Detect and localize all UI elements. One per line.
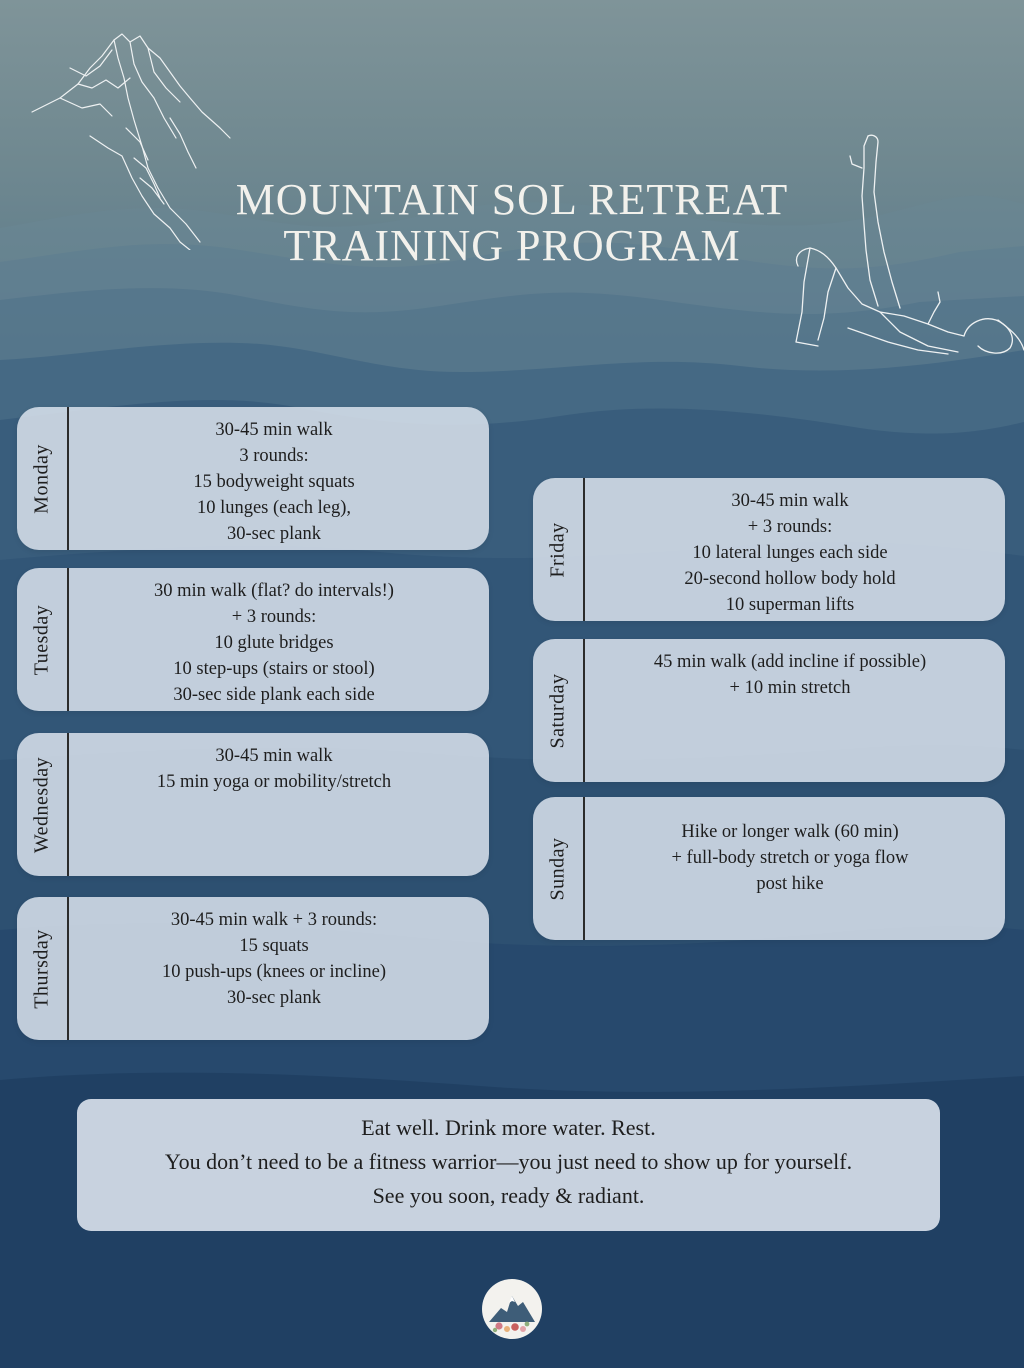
workout-lines bbox=[69, 743, 479, 795]
day-card-sunday bbox=[533, 797, 1005, 940]
workout-line: 30-45 min walk bbox=[731, 491, 849, 511]
workout-lines bbox=[585, 819, 995, 897]
workout-line: 45 min walk (add incline if possible) bbox=[653, 652, 927, 672]
workout-line: + full-body stretch or yoga flow bbox=[671, 848, 909, 868]
day-card-thursday bbox=[17, 897, 489, 1040]
closing-note-line: You don’t need to be a fitness warrior—you just need to show up for yourself. bbox=[164, 1149, 853, 1174]
day-name: Thursday bbox=[30, 928, 53, 1009]
day-label-divider bbox=[533, 639, 585, 782]
workout-line: 10 step-ups (stairs or stool) bbox=[173, 659, 375, 679]
logo bbox=[481, 1278, 543, 1340]
workout-lines bbox=[585, 649, 995, 701]
day-label-divider bbox=[533, 797, 585, 940]
workout-line: 30-sec plank bbox=[226, 988, 321, 1008]
workout-line: Hike or longer walk (60 min) bbox=[681, 822, 899, 842]
day-card-saturday bbox=[533, 639, 1005, 782]
day-label-divider bbox=[17, 407, 69, 550]
workout-line: + 3 rounds: bbox=[231, 607, 317, 627]
day-name: Wednesday bbox=[30, 756, 53, 853]
day-name: Friday bbox=[546, 521, 569, 578]
day-card-monday bbox=[17, 407, 489, 550]
workout-line: 30-45 min walk bbox=[215, 420, 333, 440]
day-card-wednesday bbox=[17, 733, 489, 876]
workout-lines bbox=[585, 488, 995, 618]
workout-line: 30-45 min walk + 3 rounds: bbox=[170, 910, 378, 930]
workout-line: 30-sec side plank each side bbox=[173, 685, 375, 705]
workout-line: 15 squats bbox=[239, 936, 309, 956]
day-name: Monday bbox=[30, 443, 53, 514]
day-label-divider bbox=[533, 478, 585, 621]
workout-line: 10 push-ups (knees or incline) bbox=[161, 962, 386, 982]
workout-lines bbox=[69, 417, 479, 547]
day-card-tuesday bbox=[17, 568, 489, 711]
workout-line: 3 rounds: bbox=[239, 446, 309, 466]
day-name: Saturday bbox=[546, 672, 569, 749]
day-card-friday bbox=[533, 478, 1005, 621]
workout-line: 10 superman lifts bbox=[725, 595, 855, 615]
day-name: Tuesday bbox=[30, 604, 53, 675]
title-line-2: TRAINING PROGRAM bbox=[283, 221, 741, 270]
workout-line: 30-45 min walk bbox=[215, 746, 333, 766]
workout-line: 10 lateral lunges each side bbox=[692, 543, 888, 563]
closing-note-line: Eat well. Drink more water. Rest. bbox=[361, 1115, 656, 1140]
workout-line: + 3 rounds: bbox=[747, 517, 833, 537]
workout-lines bbox=[69, 578, 479, 708]
day-label-divider bbox=[17, 897, 69, 1040]
workout-line: post hike bbox=[756, 874, 824, 894]
workout-line: 30-sec plank bbox=[226, 524, 321, 544]
title-line-1: MOUNTAIN SOL RETREAT bbox=[235, 175, 789, 224]
closing-note-line: See you soon, ready & radiant. bbox=[372, 1183, 645, 1208]
workout-line: 10 lunges (each leg), bbox=[196, 498, 352, 518]
closing-note bbox=[77, 1099, 940, 1231]
day-name: Sunday bbox=[546, 837, 569, 900]
workout-line: 15 bodyweight squats bbox=[193, 472, 355, 492]
workout-line: 30 min walk (flat? do intervals!) bbox=[154, 581, 394, 601]
workout-line: 15 min yoga or mobility/stretch bbox=[156, 772, 392, 792]
day-label-divider bbox=[17, 568, 69, 711]
workout-lines bbox=[69, 907, 479, 1011]
workout-line: 10 glute bridges bbox=[214, 633, 334, 653]
workout-line: 20-second hollow body hold bbox=[684, 569, 896, 589]
day-label-divider bbox=[17, 733, 69, 876]
workout-line: + 10 min stretch bbox=[729, 678, 851, 698]
